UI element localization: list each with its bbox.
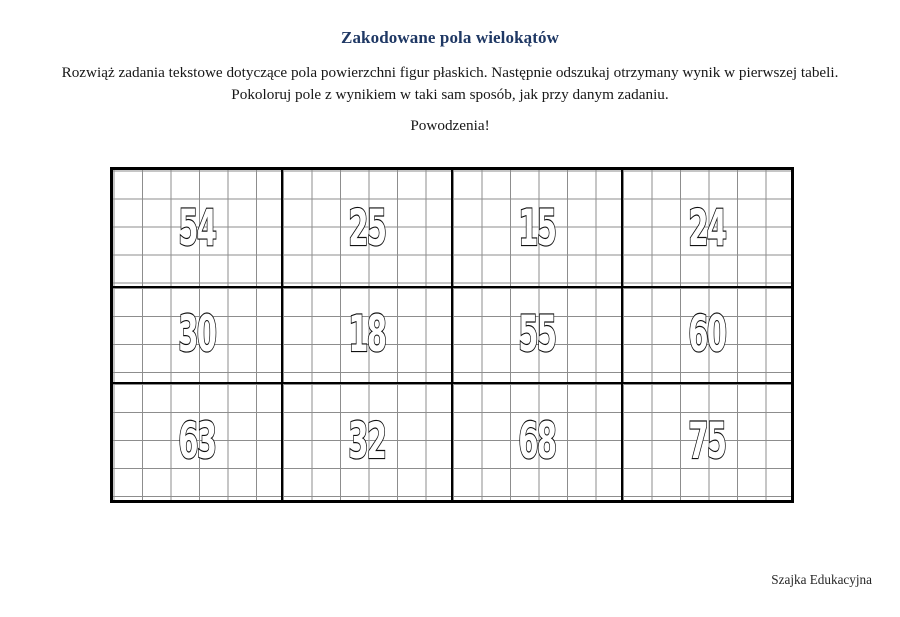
grid-cell-value: 32 bbox=[348, 412, 386, 471]
grid-cell-value: 60 bbox=[688, 305, 726, 365]
grid-cell-value: 15 bbox=[518, 199, 556, 258]
grid-cell-inner bbox=[453, 288, 621, 381]
grid-cell-r1c0[interactable] bbox=[112, 287, 282, 382]
grid-cell-inner bbox=[283, 384, 451, 500]
grid-cell-r2c2[interactable] bbox=[452, 383, 622, 502]
grid-cell-r2c1[interactable] bbox=[282, 383, 452, 502]
grid-cell-inner bbox=[453, 170, 621, 286]
encouragement-text: Powodzenia! bbox=[410, 117, 490, 134]
grid-cell-value: 30 bbox=[178, 305, 216, 365]
number-grid-body bbox=[112, 169, 793, 502]
grid-cell-r0c1[interactable] bbox=[282, 169, 452, 288]
grid-cell-inner bbox=[113, 384, 281, 500]
grid-cell-value: 55 bbox=[518, 305, 556, 365]
grid-cell-value: 18 bbox=[348, 305, 386, 365]
footer-credit: Szajka Edukacyjna bbox=[771, 572, 872, 587]
grid-cell-value: 63 bbox=[178, 412, 216, 471]
grid-cell-r1c1[interactable] bbox=[282, 287, 452, 382]
number-grid bbox=[110, 167, 794, 503]
number-grid-container bbox=[110, 167, 794, 503]
grid-cell-inner bbox=[283, 170, 451, 286]
grid-cell-inner bbox=[453, 384, 621, 500]
grid-cell-r0c0[interactable] bbox=[112, 169, 282, 288]
page-title: Zakodowane pola wielokątów bbox=[341, 28, 559, 47]
grid-cell-inner bbox=[623, 170, 791, 286]
grid-cell-r2c3[interactable] bbox=[622, 383, 792, 502]
grid-cell-inner bbox=[623, 288, 791, 381]
table-row bbox=[112, 169, 793, 288]
table-row bbox=[112, 383, 793, 502]
grid-cell-r1c2[interactable] bbox=[452, 287, 622, 382]
table-row bbox=[112, 287, 793, 382]
grid-cell-inner bbox=[283, 288, 451, 381]
grid-cell-value: 68 bbox=[518, 412, 556, 471]
grid-cell-value: 54 bbox=[178, 199, 216, 258]
instructions-text: Rozwiąż zadania tekstowe dotyczące pola powierzchni figur płaskich. Następnie odszukaj otrzymany wynik w pierwszej tabeli. Pokoloruj pole z wynikiem w taki sam sposób, jak przy danym zadaniu. bbox=[61, 64, 839, 104]
grid-cell-r0c2[interactable] bbox=[452, 169, 622, 288]
grid-cell-r0c3[interactable] bbox=[622, 169, 792, 288]
grid-cell-r2c0[interactable] bbox=[112, 383, 282, 502]
grid-cell-inner bbox=[113, 288, 281, 381]
grid-cell-value: 75 bbox=[688, 412, 726, 471]
grid-cell-inner bbox=[623, 384, 791, 500]
grid-cell-inner bbox=[113, 170, 281, 286]
grid-cell-value: 25 bbox=[348, 199, 386, 258]
grid-cell-r1c3[interactable] bbox=[622, 287, 792, 382]
grid-cell-value: 24 bbox=[688, 199, 726, 258]
